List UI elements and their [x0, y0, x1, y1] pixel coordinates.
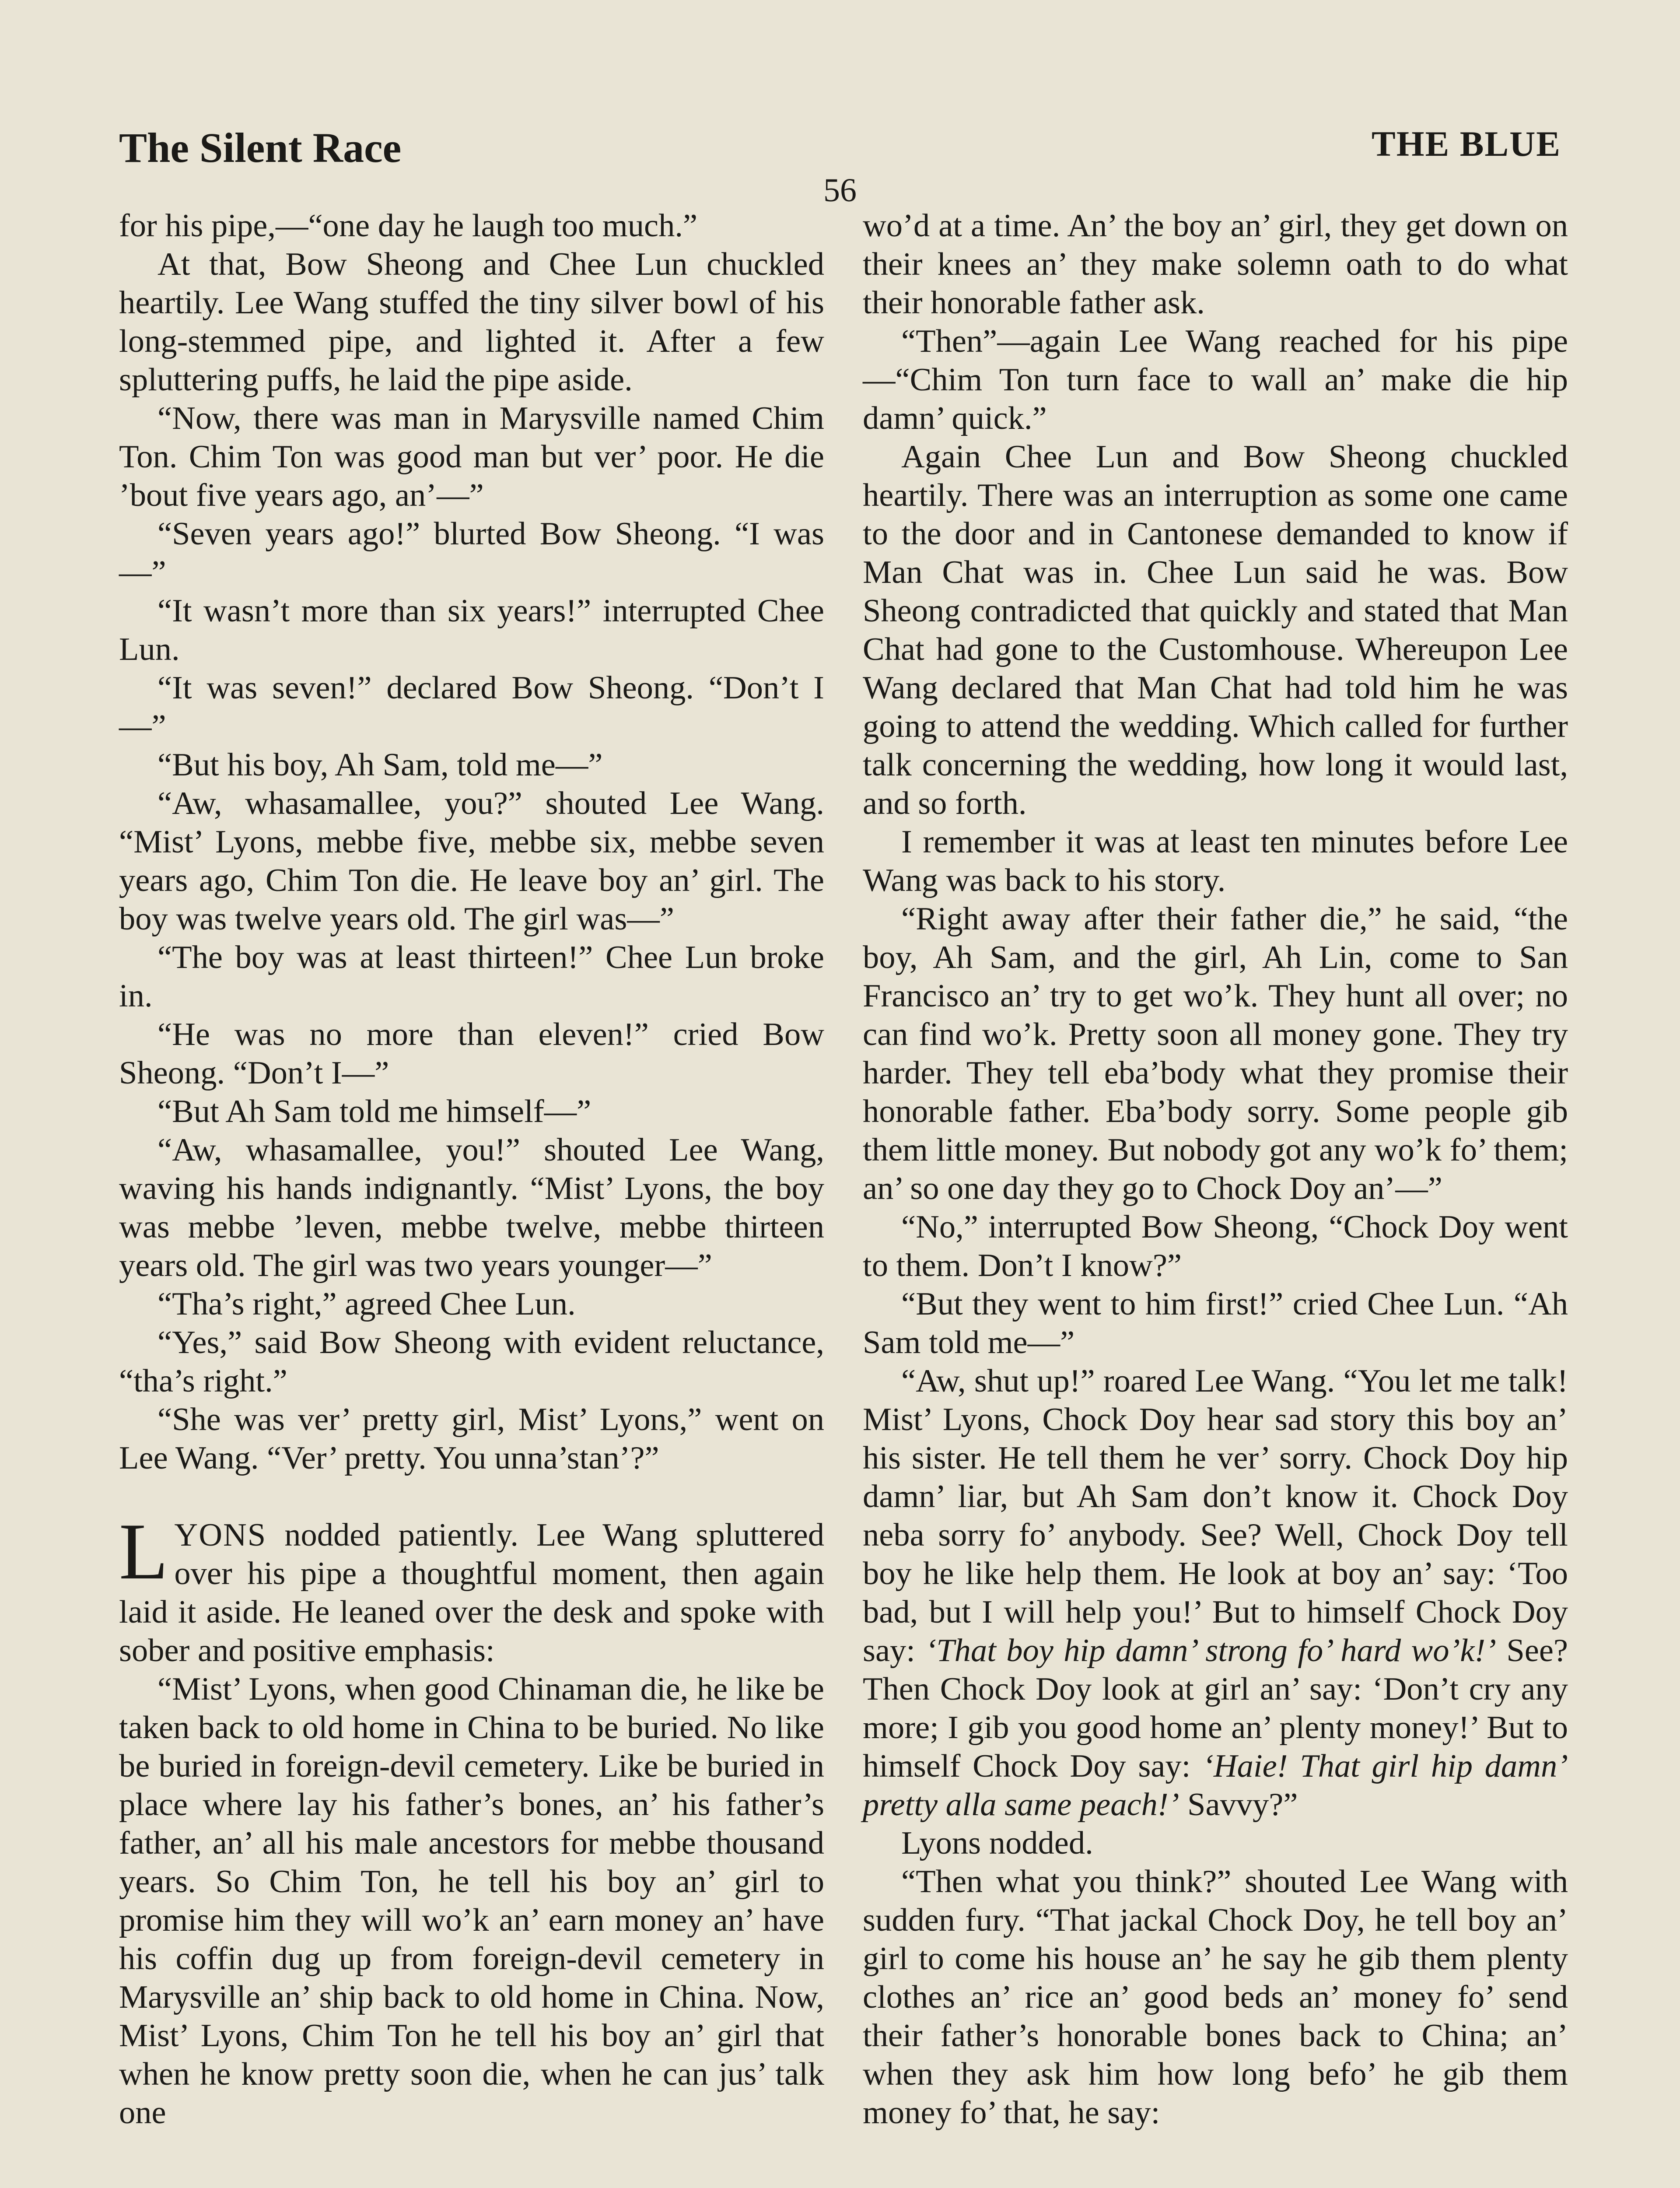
running-title-left: The Silent Race [119, 124, 402, 171]
paragraph: At that, Bow Sheong and Chee Lun chuckled heartily. Lee Wang stuffed the tiny silver bowl of his long-stemmed pipe, and lighted it. After a few spluttering puffs, he laid the pipe aside. [119, 246, 824, 398]
italic-thought: ‘That boy hip damn’ strong fo’ hard wo’k!’ [925, 1633, 1496, 1669]
paragraph: Again Chee Lun and Bow Sheong chuckled heartily. There was an interruption as some one came to the door and in Cantonese demanded to know if Man Chat was in. Chee Lun said he was. Bow Sheong contradicted that quickly and stated that Man Chat had gone to the Customhouse. Whereupon Lee Wang declared that Man Chat had told him he was going to attend the wedding. Which called for further talk concerning the wedding, how long it would last, and so forth. [863, 439, 1568, 821]
page-number: 56 [823, 172, 857, 209]
paragraph: “Aw, whasamallee, you?” shouted Lee Wang. “Mist’ Lyons, mebbe five, mebbe six, mebbe seven years ago, Chim Ton die. He leave boy an’ girl. The boy was twelve years old. The girl was—” [119, 785, 824, 937]
paragraph: “Seven years ago!” blurted Bow Sheong. “I was—” [119, 516, 824, 590]
paragraph [863, 1362, 1568, 1824]
paragraph: Lyons nodded. [901, 1825, 1093, 1861]
paragraph: I remember it was at least ten minutes before Lee Wang was back to his story. [863, 824, 1568, 898]
paragraph: “He was no more than eleven!” cried Bow Sheong. “Don’t I—” [119, 1017, 824, 1091]
paragraph: “But Ah Sam told me himself—” [158, 1094, 592, 1129]
paragraph-text: nodded patiently. Lee Wang spluttered over his pipe a thoughtful moment, then again laid it aside. He leaned over the desk and spoke with sober and positive emphasis: [119, 1517, 824, 1669]
paragraph-text: Savvy?” [1179, 1787, 1298, 1823]
paragraph: “She was ver’ pretty girl, Mist’ Lyons,” went on Lee Wang. “Ver’ pretty. You unna’stan’?” [119, 1402, 824, 1476]
running-title-right: THE BLUE [1372, 124, 1561, 164]
paragraph: “Tha’s right,” agreed Chee Lun. [158, 1286, 576, 1322]
paragraph-text: “Aw, shut up!” roared Lee Wang. “You let me talk! Mist’ Lyons, Chock Doy hear sad story this boy an’ his sister. He tell them he ver’ sorry. Chock Doy hip damn’ liar, but Ah Sam don’t know it. Chock Doy neba sorry fo’ anybody. See? Well, Chock Doy tell boy he like help them. He look at boy an’ say: ‘Too bad, but I will help you!’ But to himself Chock Doy say: [863, 1363, 1568, 1669]
paragraph: “But they went to him first!” cried Chee Lun. “Ah Sam told me—” [863, 1286, 1568, 1360]
paragraph: “Yes,” said Bow Sheong with evident reluctance, “tha’s right.” [119, 1325, 824, 1399]
lead-word: YONS [174, 1517, 267, 1553]
drop-cap-letter: L [119, 1507, 168, 1596]
paragraph: “Right away after their father die,” he said, “the boy, Ah Sam, and the girl, Ah Lin, come to San Francisco an’ try to get wo’k. They hunt all over; no can find wo’k. Pretty soon all money gone. They try harder. They tell eba’body what they promise their honorable father. Eba’body sorry. Some people gib them little money. But nobody got any wo’k fo’ them; an’ so one day they go to Chock Doy an’—” [863, 901, 1568, 1206]
left-column [119, 207, 824, 2132]
italic-thought: ‘Haie! That girl hip damn’ pretty alla same peach!’ [863, 1748, 1568, 1823]
paragraph-text: See? Then Chock Doy look at girl an’ say: ‘Don’t cry any more; I gib you good home an’ plenty money!’ But to himself Chock Doy say: [863, 1633, 1568, 1784]
right-column [863, 207, 1568, 2132]
paragraph: wo’d at a time. An’ the boy an’ girl, they get down on their knees an’ they make solemn oath to do what their honorable father ask. [863, 208, 1568, 321]
paragraph: “But his boy, Ah Sam, told me—” [158, 747, 603, 783]
paragraph: “Then”—again Lee Wang reached for his pipe—“Chim Ton turn face to wall an’ make die hip damn’ quick.” [863, 323, 1568, 436]
paragraph: “Now, there was man in Marysville named Chim Ton. Chim Ton was good man but ver’ poor. He die ’bout five years ago, an’—” [119, 400, 824, 513]
paragraph: “Then what you think?” shouted Lee Wang with sudden fury. “That jackal Chock Doy, he tell boy an’ girl to come his house an’ he say he gib them plenty clothes an’ rice an’ good beds an’ money fo’ send their father’s honorable bones back to China; an’ when they ask him how long befo’ he gib them money fo’ that, he say: [863, 1864, 1568, 2131]
paragraph: “No,” interrupted Bow Sheong, “Chock Doy went to them. Don’t I know?” [863, 1209, 1568, 1283]
paragraph: “It was seven!” declared Bow Sheong. “Don’t I—” [119, 670, 824, 744]
paragraph: “The boy was at least thirteen!” Chee Lun broke in. [119, 940, 824, 1014]
paragraph: “Mist’ Lyons, when good Chinaman die, he like be taken back to old home in China to be buried. No like be buried in foreign-devil cemetery. Like be buried in place where lay his father’s bones, an’ his father’s father, an’ all his male ancestors for mebbe thousand years. So Chim Ton, he tell his boy an’ girl to promise him they will wo’k an’ earn money an’ have his coffin dug up from foreign-devil cemetery in Marysville an’ ship back to old home in China. Now, Mist’ Lyons, Chim Ton he tell his boy an’ girl that when he know pretty soon die, when he can jus’ talk one [119, 1671, 824, 2131]
paragraph: for his pipe,—“one day he laugh too much.” [119, 208, 698, 244]
paragraph: “It wasn’t more than six years!” interrupted Chee Lun. [119, 593, 824, 667]
section-opening-paragraph [119, 1507, 824, 1670]
paragraph: “Aw, whasamallee, you!” shouted Lee Wang, waving his hands indignantly. “Mist’ Lyons, the boy was mebbe ’leven, mebbe twelve, mebbe thirteen years old. The girl was two years younger—” [119, 1132, 824, 1283]
